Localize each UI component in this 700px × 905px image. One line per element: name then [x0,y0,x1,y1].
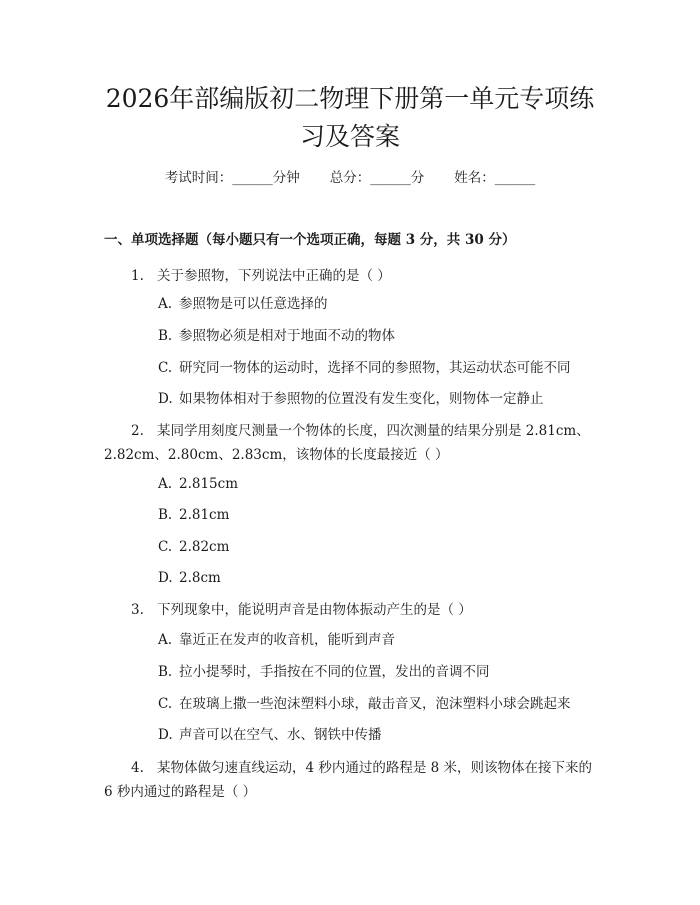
question-1 [104,264,598,288]
question-3 [104,598,598,622]
option-text: 如果物体相对于参照物的位置没有发生变化，则物体一定静止 [179,391,544,407]
question-number: 4. [131,760,144,776]
question-2-option-b [158,505,608,525]
option-text: 参照物必须是相对于地面不动的物体 [179,328,395,344]
student-name-field: 姓名：______ [454,170,536,186]
option-letter: C. [158,360,173,376]
question-1-option-b [158,326,608,346]
option-text: 在玻璃上撒一些泡沫塑料小球，敲击音叉，泡沫塑料小球会跳起来 [179,696,571,712]
question-number: 1. [131,268,144,284]
total-score-field: 总分：______分 [329,170,425,186]
option-text: 2.82cm [179,539,230,555]
title-line-2: 习及答案 [299,122,400,151]
question-text: 某同学用刻度尺测量一个物体的长度，四次测量的结果分别是 2.81cm、2.82cm、2.80cm、2.83cm，该物体的长度最接近（ ） [104,423,590,463]
question-3-option-b [158,662,608,682]
question-4 [104,756,598,804]
title-line-1: 2026年部编版初二物理下册第一单元专项练 [105,84,595,113]
question-2-option-a [158,474,608,494]
document-title [80,80,620,156]
option-letter: B. [158,664,173,680]
option-text: 2.815cm [179,476,239,492]
question-2-option-d [158,568,608,588]
option-text: 拉小提琴时，手指按在不同的位置，发出的音调不同 [179,664,490,680]
option-text: 声音可以在空气、水、钢铁中传播 [179,727,382,743]
option-text: 参照物是可以任意选择的 [179,296,328,312]
question-text: 关于参照物，下列说法中正确的是（ ） [157,268,391,284]
option-letter: B. [158,328,173,344]
question-3-option-a [158,630,608,650]
question-text: 下列现象中，能说明声音是由物体振动产生的是（ ） [157,602,472,618]
option-text: 2.81cm [179,507,230,523]
section-heading-single-choice: 一、单项选择题（每小题只有一个选项正确，每题 3 分，共 30 分） [104,232,516,248]
question-2-option-c [158,537,608,557]
option-letter: A. [158,476,173,492]
option-text: 研究同一物体的运动时，选择不同的参照物，其运动状态可能不同 [179,360,571,376]
question-1-option-c [158,358,608,378]
option-letter: C. [158,539,173,555]
option-letter: D. [158,391,173,407]
option-letter: D. [158,570,173,586]
question-number: 3. [131,602,144,618]
question-3-option-d [158,725,608,745]
exam-time-field: 考试时间：______分钟 [164,170,300,186]
option-text: 2.8cm [179,570,221,586]
question-2 [104,419,598,467]
question-1-option-a [158,294,608,314]
option-letter: D. [158,727,173,743]
option-letter: B. [158,507,173,523]
question-3-option-c [158,694,608,714]
exam-info-line [0,168,700,188]
question-number: 2. [131,423,144,439]
option-letter: C. [158,696,173,712]
option-letter: A. [158,632,173,648]
option-letter: A. [158,296,173,312]
question-text: 某物体做匀速直线运动，4 秒内通过的路程是 8 米，则该物体在接下来的 6 秒内通过的路程是（ ） [104,760,593,800]
option-text: 靠近正在发声的收音机，能听到声音 [179,632,395,648]
question-1-option-d [158,389,608,409]
